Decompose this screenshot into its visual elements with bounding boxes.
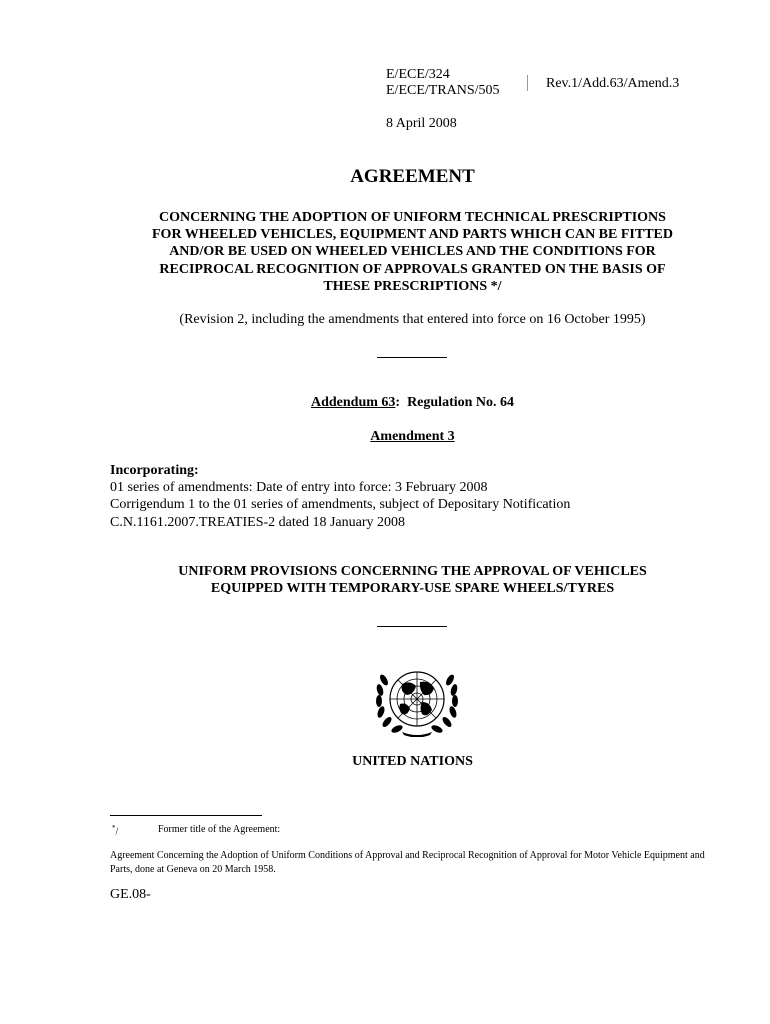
footnote-divider xyxy=(110,815,262,816)
footnote-text: Former title of the Agreement: xyxy=(158,824,281,835)
footnote-slash: / xyxy=(115,826,119,838)
regulation-title-line: UNIFORM PROVISIONS CONCERNING THE APPROVAL OF VEHICLES xyxy=(178,564,647,579)
symbol-separator xyxy=(527,75,528,91)
incorporating-line: C.N.1161.2007.TREATIES-2 dated 18 January 2008 xyxy=(110,514,405,530)
document-date: 8 April 2008 xyxy=(386,116,457,131)
subtitle-line: AND/OR BE USED ON WHEELED VEHICLES AND THE CONDITIONS FOR xyxy=(169,244,656,260)
subtitle-line: FOR WHEELED VEHICLES, EQUIPMENT AND PARTS WHICH CAN BE FITTED xyxy=(152,227,673,243)
page-title: AGREEMENT xyxy=(350,166,475,187)
amendment-label: Amendment 3 xyxy=(370,429,455,444)
revision-note: (Revision 2, including the amendments that entered into force on 16 October 1995) xyxy=(179,312,646,327)
divider xyxy=(377,357,447,358)
incorporating-heading: Incorporating: xyxy=(110,463,199,478)
organization-name: UNITED NATIONS xyxy=(352,754,473,769)
addendum-heading xyxy=(110,395,715,411)
subtitle-line: CONCERNING THE ADOPTION OF UNIFORM TECHNICAL PRESCRIPTIONS xyxy=(159,210,666,225)
incorporating-block xyxy=(110,462,670,531)
divider xyxy=(377,626,447,627)
document-symbol-1: E/ECE/324 xyxy=(386,67,450,82)
addendum-separator: : xyxy=(395,395,401,410)
un-emblem-icon xyxy=(372,662,462,737)
incorporating-line: 01 series of amendments: Date of entry into force: 3 February 2008 xyxy=(110,480,488,496)
document-symbol-2: E/ECE/TRANS/505 xyxy=(386,83,500,98)
regulation-title-line: EQUIPPED WITH TEMPORARY-USE SPARE WHEELS/TYRES xyxy=(210,581,615,597)
regulation-number: Regulation No. 64 xyxy=(407,395,515,410)
footnote-mark xyxy=(112,822,118,838)
job-number: GE.08- xyxy=(110,887,151,902)
regulation-title xyxy=(110,563,715,597)
incorporating-line: Corrigendum 1 to the 01 series of amendments, subject of Depositary Notification xyxy=(110,497,571,513)
agreement-subtitle xyxy=(110,209,715,295)
footnote-agreement-title: Agreement Concerning the Adoption of Uniform Conditions of Approval and Reciprocal Recognition of Approval for Motor Vehicle Equipment and Parts, done at Geneva on 20 March 1958. xyxy=(110,850,705,875)
revision-code: Rev.1/Add.63/Amend.3 xyxy=(546,76,680,91)
subtitle-line: THESE PRESCRIPTIONS */ xyxy=(323,278,502,294)
amendment-heading xyxy=(110,429,715,445)
subtitle-line: RECIPROCAL RECOGNITION OF APPROVALS GRANTED ON THE BASIS OF xyxy=(159,261,666,277)
addendum-label: Addendum 63 xyxy=(310,395,396,410)
footnote-asterisk: * xyxy=(112,824,116,832)
